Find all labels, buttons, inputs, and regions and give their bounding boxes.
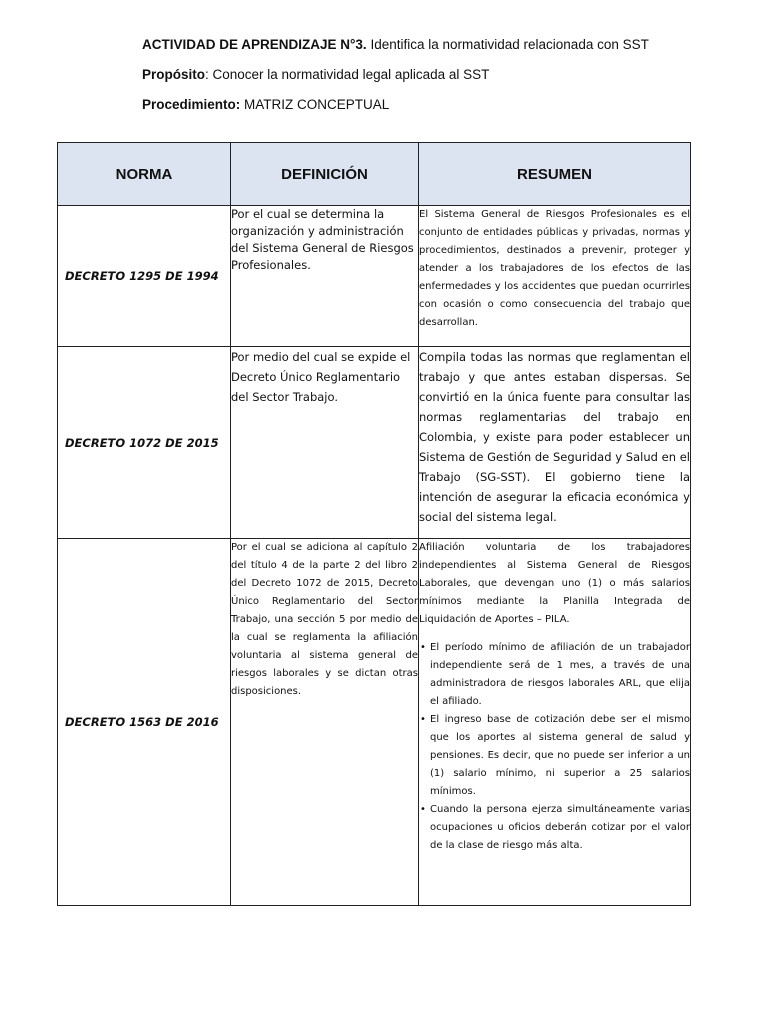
purpose-text: : Conocer la normatividad legal aplicada al SST [205, 67, 490, 82]
definicion-cell: Por el cual se adiciona al capítulo 2 del título 4 de la parte 2 del libro 2 del Decreto 1072 de 2015, Decreto Único Reglamentario del Sector Trabajo, una sección 5 por medio de la cual se reglamenta la afiliación voluntaria al sistema general de riesgos laborales y se dictan otras disposiciones. [231, 539, 419, 906]
table-header-row [58, 143, 691, 206]
list-item: • Cuando la persona ejerza simultáneamente varias ocupaciones u oficios deberán cotizar por el valor de la clase de riesgo más alta. [419, 801, 690, 855]
activity-label: ACTIVIDAD DE APRENDIZAJE N°3. [142, 37, 367, 52]
list-item: • El ingreso base de cotización debe ser el mismo que los aportes al sistema general de salud y pensiones. Es decir, que no puede ser inferior a un (1) salario mínimo, ni superior a 25 salarios mínimos. [419, 711, 690, 801]
resumen-bullet-list [419, 639, 690, 855]
purpose-label: Propósito [142, 67, 205, 82]
resumen-cell [419, 539, 691, 906]
norma-cell: DECRETO 1072 DE 2015 [58, 347, 231, 539]
purpose-line [142, 67, 489, 82]
list-item: • El período mínimo de afiliación de un trabajador independiente será de 1 mes, a través de una administradora de riesgos laborales ARL, que elija el afiliado. [419, 639, 690, 711]
definicion-cell: Por el cual se determina la organización y administración del Sistema General de Riesgos Profesionales. [231, 206, 419, 347]
norma-cell: DECRETO 1295 DE 1994 [58, 206, 231, 347]
procedure-label: Procedimiento: [142, 97, 241, 112]
table-row [58, 206, 691, 347]
conceptual-matrix-table [57, 142, 691, 906]
resumen-intro: Afiliación voluntaria de los trabajadores independientes al Sistema General de Riesgos Laborales, que devengan uno (1) o más salarios mínimos mediante la Planilla Integrada de Liquidación de Aportes – PILA. [419, 542, 690, 625]
table-row [58, 347, 691, 539]
procedure-text: MATRIZ CONCEPTUAL [244, 97, 390, 112]
column-header-norma: NORMA [58, 143, 231, 206]
resumen-cell: El Sistema General de Riesgos Profesionales es el conjunto de entidades públicas y privadas, normas y procedimientos, destinados a prevenir, proteger y atender a los trabajadores de los efectos de las enfermedades y los accidentes que puedan ocurrirles con ocasión o como consecuencia del trabajo que desarrollan. [419, 206, 691, 347]
column-header-resumen: RESUMEN [419, 143, 691, 206]
column-header-definicion: DEFINICIÓN [231, 143, 419, 206]
procedure-line [142, 97, 389, 112]
norma-cell: DECRETO 1563 DE 2016 [58, 539, 231, 906]
activity-text: Identifica la normatividad relacionada con SST [370, 37, 649, 52]
resumen-cell: Compila todas las normas que reglamentan el trabajo y que antes estaban dispersas. Se convirtió en la única fuente para consultar las normas reglamentarias del trabajo en Colombia, y existe para poder establecer un Sistema de Gestión de Seguridad y Salud en el Trabajo (SG-SST). El gobierno tiene la intención de asegurar la eficacia económica y social del sistema legal. [419, 347, 691, 539]
activity-title [142, 37, 649, 52]
definicion-cell: Por medio del cual se expide el Decreto Único Reglamentario del Sector Trabajo. [231, 347, 419, 539]
table-row [58, 539, 691, 906]
